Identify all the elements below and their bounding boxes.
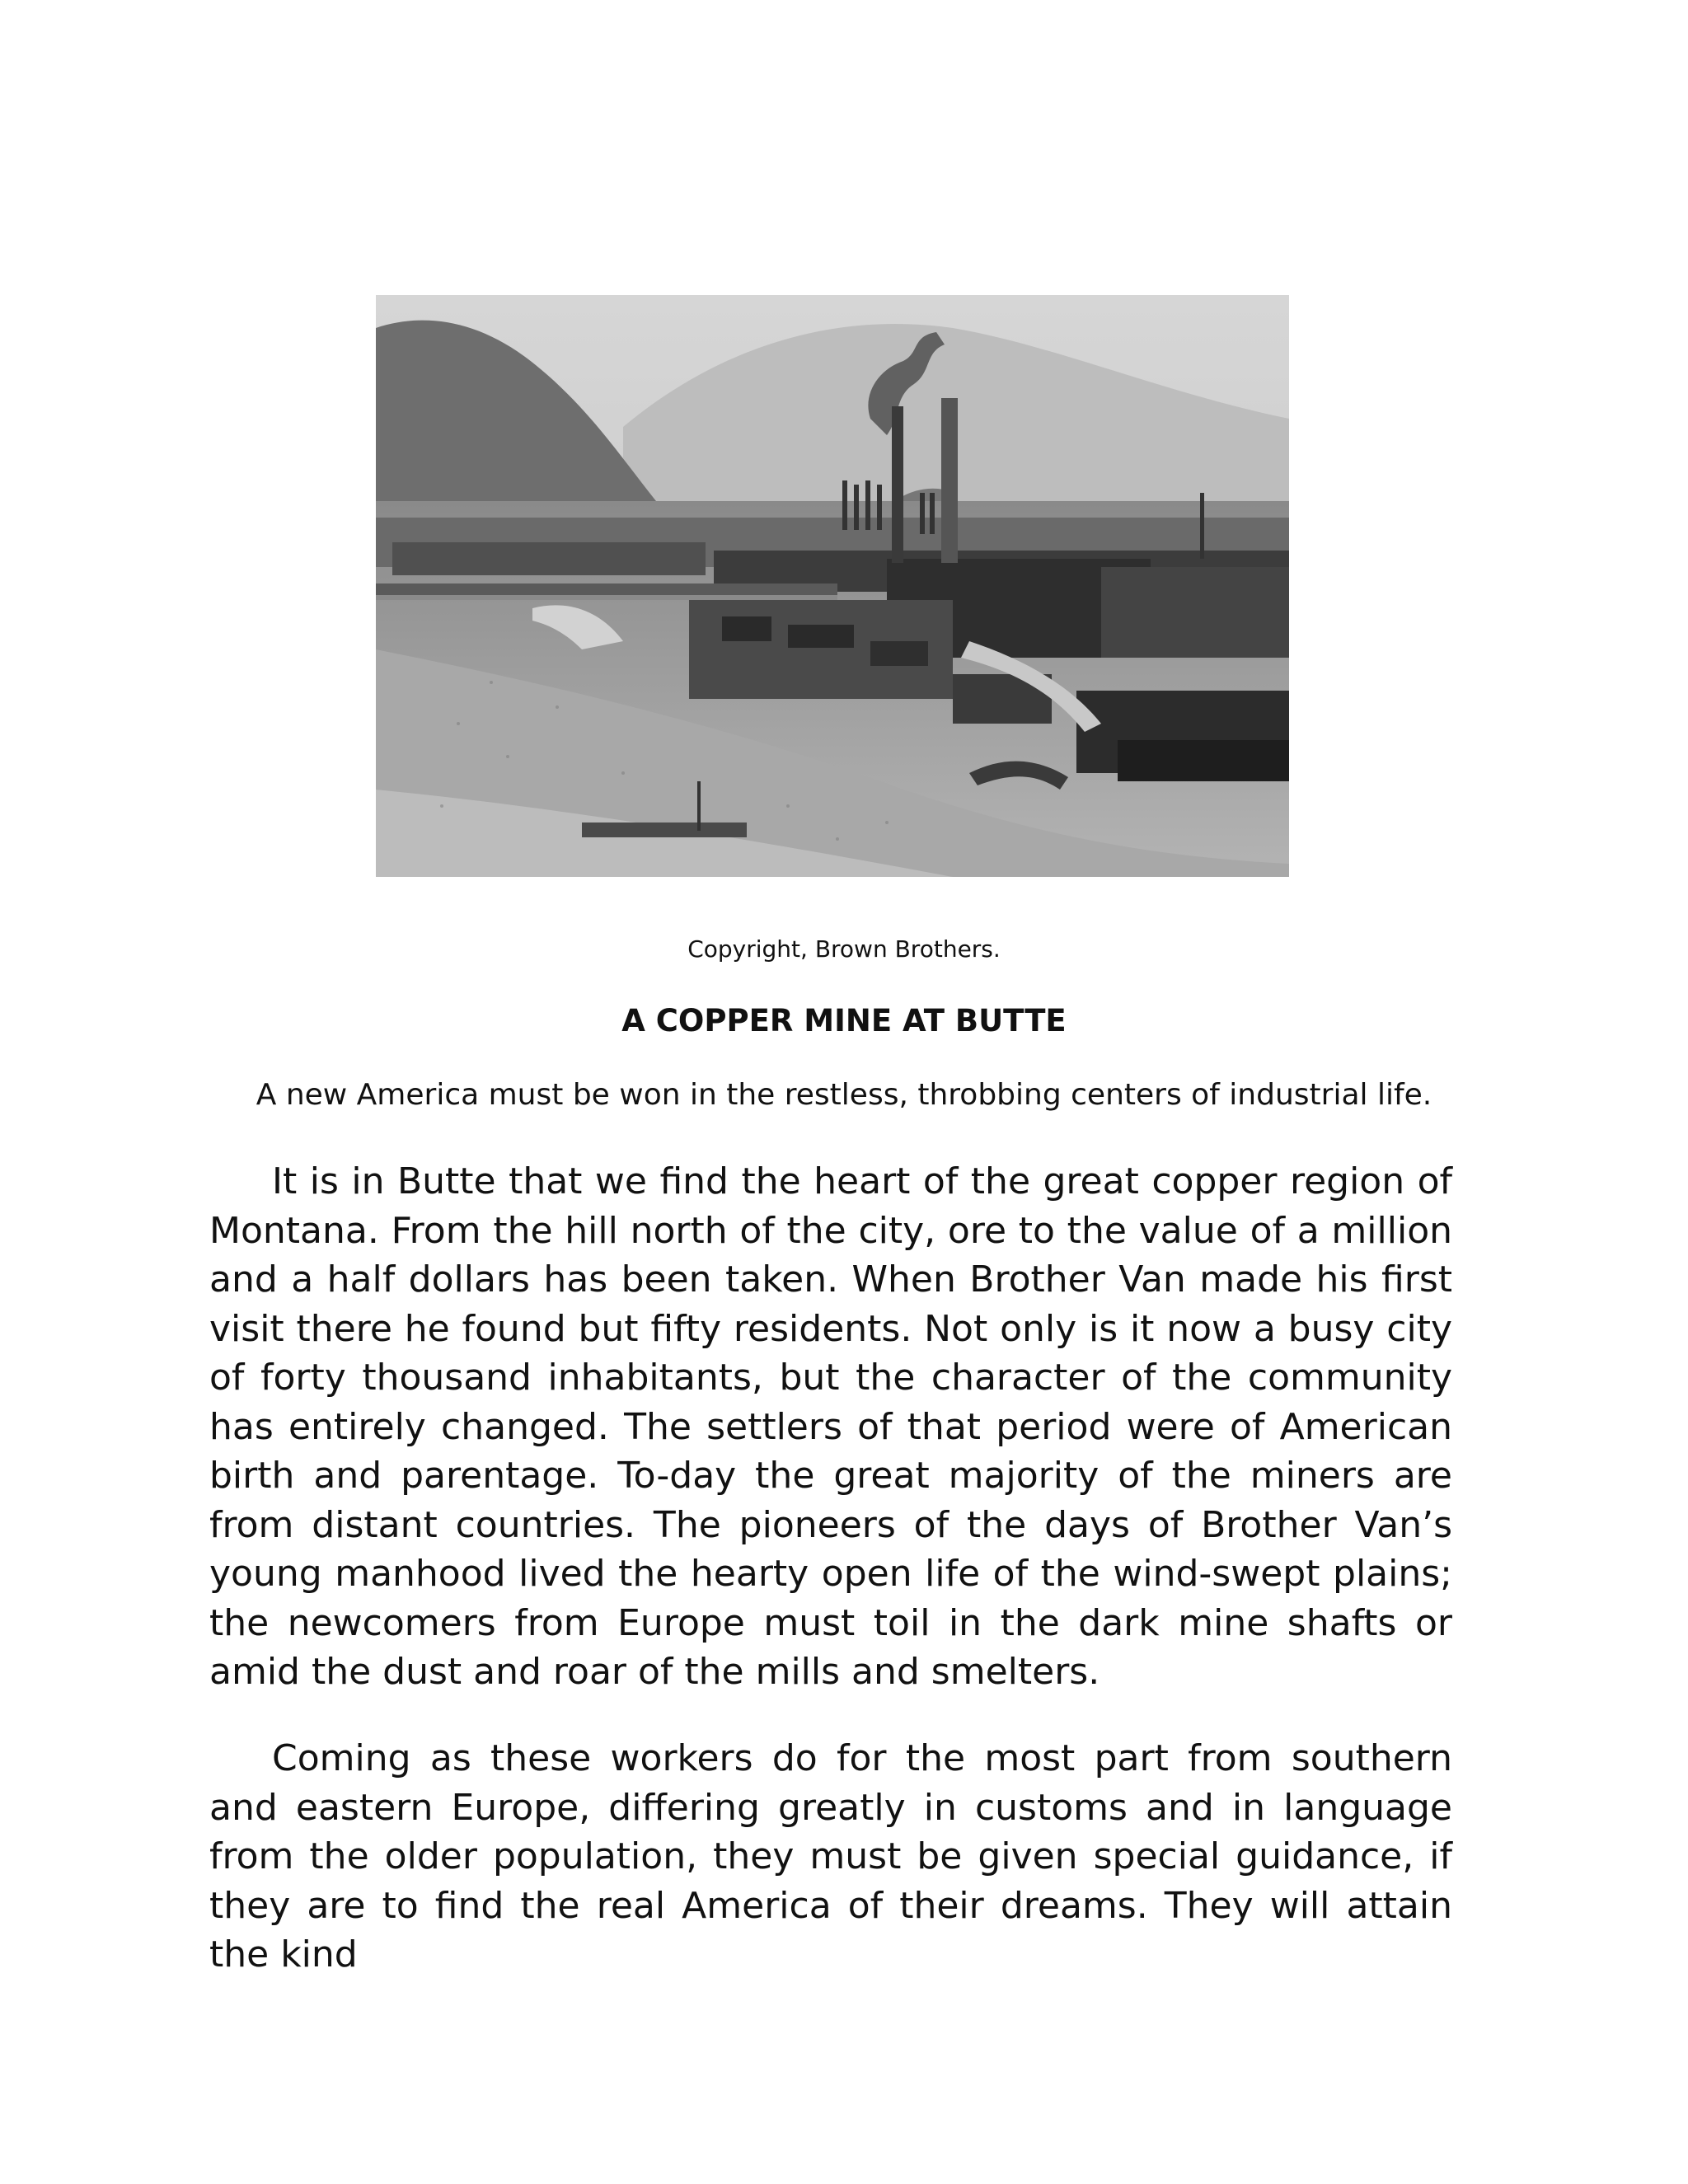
smokestack [892, 406, 903, 563]
figure-subcaption: A new America must be won in the restless, throbbing centers of industrial life. [256, 1078, 1432, 1112]
figure-title: A COPPER MINE AT BUTTE [621, 1003, 1067, 1038]
photo-credit: Copyright, Brown Brothers. [687, 935, 1001, 963]
body-paragraph: Coming as these workers do for the most part from southern and eastern Europe, differing greatly in customs and in language from the older population, they must be given special guidance, if they are to find the real America of their dreams. They will attain the kind [209, 1737, 1452, 1975]
copper-mine-photo [376, 295, 1289, 877]
smokestack [941, 398, 958, 563]
body-paragraph: It is in Butte that we find the heart of the great copper region of Montana. From the hill north of the city, ore to the value of a million and a half dollars has been taken. When Brother Van made his first visit there he found but fifty residents. Not only is it now a busy city of forty thousand inhabitants, but the character of the community has entirely changed. The settlers of that period were of American birth and parentage. To-day the great majority of the miners are from distant countries. The pioneers of the days of Brother Van’s young manhood lived the hearty open life of the wind-swept plains; the newcomers from Europe must toil in the dark mine shafts or amid the dust and roar of the mills and smelters. [209, 1160, 1452, 1693]
